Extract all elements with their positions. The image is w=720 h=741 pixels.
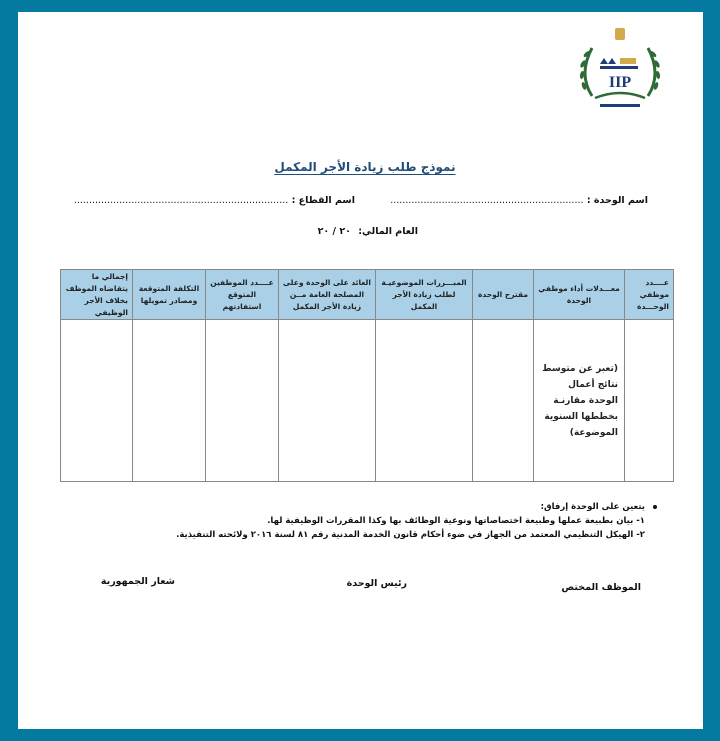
fiscal-year-label: العام المالي: xyxy=(358,226,418,237)
header-beneficiaries-count: عــــدد الموظفين المتوقع استفادتهم xyxy=(206,270,279,320)
unit-name-value[interactable]: ................................................................ xyxy=(390,195,584,206)
fiscal-year-field[interactable] xyxy=(318,226,418,237)
cell-unit-proposal[interactable] xyxy=(473,320,534,482)
fiscal-year-value[interactable]: ٢٠ / ٢٠ xyxy=(317,226,351,237)
sector-name-label: اسم القطاع : xyxy=(291,195,355,206)
cell-employee-count[interactable] xyxy=(625,320,674,482)
header-employee-count: عــــدد موظفي الوحـــدة xyxy=(625,270,674,320)
signature-employee: الموظف المختص xyxy=(561,582,641,593)
organization-logo xyxy=(570,24,670,120)
form-title: نموذج طلب زيادة الأجر المكمل xyxy=(274,160,456,174)
unit-name-label: اسم الوحدة : xyxy=(586,195,648,206)
note-item-1: ١- بيان بطبيعة عملها وطبيعة اختصاصاتها ونوعية الوظائف بها وكذا المقررات الوظيفية لها. xyxy=(267,516,645,526)
signature-unit-head: رئيس الوحدة xyxy=(346,578,407,589)
note-item-2: ٢- الهيكل التنظيمي المعتمد من الجهاز في ضوء أحكام قانون الخدمة المدنية رقم ٨١ لسنة ٢٠١٦ ولائحته التنفيذية. xyxy=(176,530,645,540)
bullet-icon xyxy=(653,505,657,509)
signature-emblem: شعار الجمهورية xyxy=(100,576,175,587)
cell-expected-cost[interactable] xyxy=(133,320,206,482)
table-header-row xyxy=(61,270,674,320)
svg-text:IIP: IIP xyxy=(608,74,632,91)
cell-beneficiaries-count[interactable] xyxy=(206,320,279,482)
eagle-emblem-icon xyxy=(615,28,625,40)
cell-justifications[interactable] xyxy=(376,320,473,482)
cell-total-compensation[interactable] xyxy=(61,320,133,482)
sector-name-value[interactable]: ....................................................................... xyxy=(73,195,289,206)
header-expected-cost: التكلفة المتوقعة ومصادر تمويلها xyxy=(133,270,206,320)
sector-name-field[interactable] xyxy=(74,195,355,206)
salary-request-table xyxy=(60,269,674,482)
notes-intro: يتعين على الوحدة إرفاق: xyxy=(97,502,657,512)
header-unit-proposal: مقترح الوحدة xyxy=(473,270,534,320)
attachments-notes xyxy=(97,502,657,544)
laurel-wreath-icon xyxy=(570,24,670,120)
table-row xyxy=(61,320,674,482)
document-page xyxy=(18,12,703,729)
header-return-benefit: العائد على الوحدة وعلى المصلحة العامة مــن زيادة الأجر المكمل xyxy=(279,270,376,320)
header-total-compensation: إجمالي ما يتقاضاه الموظف بخلاف الأجر الوظيفي xyxy=(61,270,133,320)
cell-performance-rates[interactable]: (تعبر عن متوسط نتائج أعمال الوحدة مقارنـة بخططها السنوية الموضوعة) xyxy=(534,320,625,482)
header-justifications: المبـــررات الموضوعيـة لطلب زيادة الأجر المكمل xyxy=(376,270,473,320)
unit-name-field[interactable] xyxy=(390,195,648,206)
cell-return-benefit[interactable] xyxy=(279,320,376,482)
header-performance-rates: معـــدلات أداء موظفي الوحدة xyxy=(534,270,625,320)
